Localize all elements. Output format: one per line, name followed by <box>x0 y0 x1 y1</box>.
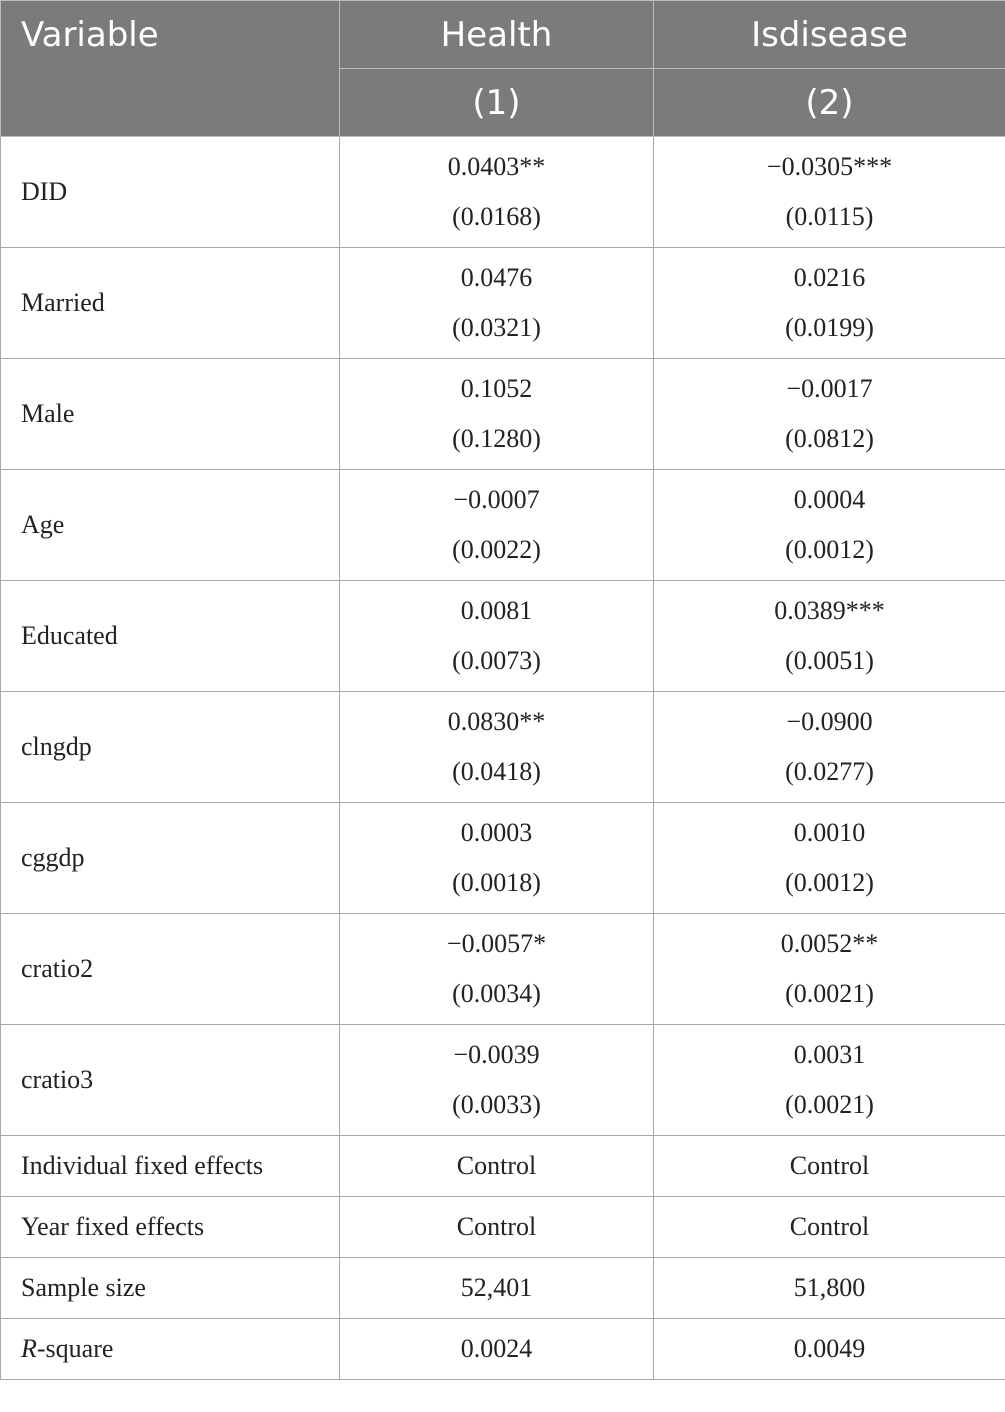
cell-c2: Control <box>654 1197 1005 1258</box>
standard-error: (0.0168) <box>452 202 541 231</box>
row-label: DID <box>1 137 340 248</box>
row-label: cratio2 <box>1 914 340 1025</box>
standard-error: (0.0033) <box>452 1090 541 1119</box>
table-row <box>1 581 1005 692</box>
cell-c2: 0.0049 <box>654 1319 1005 1380</box>
coefficient: 0.0216 <box>793 263 866 292</box>
coefficient: 0.0031 <box>793 1040 866 1069</box>
header-col-2: (2) <box>654 69 1005 137</box>
header-col-1: (1) <box>340 69 654 137</box>
row-label: Sample size <box>1 1258 340 1319</box>
coefficient: 0.0010 <box>793 818 866 847</box>
standard-error: (0.0018) <box>452 868 541 897</box>
table-row <box>1 692 1005 803</box>
coefficient: 0.0830** <box>447 707 546 736</box>
cell-c1 <box>340 803 654 914</box>
row-label: cratio3 <box>1 1025 340 1136</box>
standard-error: (0.0021) <box>785 979 874 1008</box>
standard-error: (0.0012) <box>785 868 874 897</box>
row-label: Age <box>1 470 340 581</box>
cell-c2: Control <box>654 1136 1005 1197</box>
cell-c2 <box>654 470 1005 581</box>
row-label: cggdp <box>1 803 340 914</box>
coefficient: −0.0305*** <box>766 152 893 181</box>
standard-error: (0.0277) <box>785 757 874 786</box>
cell-c1 <box>340 1025 654 1136</box>
rsquare-label-rest: -square <box>36 1334 114 1363</box>
cell-c1 <box>340 914 654 1025</box>
table-row <box>1 248 1005 359</box>
coefficient: 0.0389*** <box>774 596 885 625</box>
table-row <box>1 1197 1005 1258</box>
table-row <box>1 137 1005 248</box>
table-body <box>1 137 1005 1380</box>
standard-error: (0.0073) <box>452 646 541 675</box>
header-variable: Variable <box>1 1 340 137</box>
coefficient: 0.0081 <box>460 596 533 625</box>
cell-c1 <box>340 692 654 803</box>
table-row <box>1 1319 1005 1380</box>
cell-c1: 52,401 <box>340 1258 654 1319</box>
cell-c1 <box>340 470 654 581</box>
row-label: Individual fixed effects <box>1 1136 340 1197</box>
standard-error: (0.0051) <box>785 646 874 675</box>
cell-c1 <box>340 248 654 359</box>
row-label: Year fixed effects <box>1 1197 340 1258</box>
standard-error: (0.0115) <box>785 202 874 231</box>
row-label <box>1 1319 340 1380</box>
cell-c2 <box>654 581 1005 692</box>
standard-error: (0.0199) <box>785 313 874 342</box>
row-label: Male <box>1 359 340 470</box>
cell-c2 <box>654 914 1005 1025</box>
standard-error: (0.0034) <box>452 979 541 1008</box>
header-health: Health <box>340 1 654 69</box>
row-label: clngdp <box>1 692 340 803</box>
coefficient: 0.0003 <box>460 818 533 847</box>
header-isdisease: Isdisease <box>654 1 1005 69</box>
cell-c1 <box>340 359 654 470</box>
table-row <box>1 914 1005 1025</box>
table-row <box>1 803 1005 914</box>
cell-c1 <box>340 137 654 248</box>
cell-c1: 0.0024 <box>340 1319 654 1380</box>
cell-c1: Control <box>340 1197 654 1258</box>
coefficient: −0.0057* <box>446 929 547 958</box>
coefficient: 0.0476 <box>460 263 533 292</box>
table-row <box>1 1136 1005 1197</box>
coefficient: 0.0004 <box>793 485 866 514</box>
table-row <box>1 1258 1005 1319</box>
coefficient: −0.0039 <box>453 1040 540 1069</box>
cell-c2: 51,800 <box>654 1258 1005 1319</box>
cell-c1 <box>340 581 654 692</box>
standard-error: (0.1280) <box>452 424 541 453</box>
table-row <box>1 470 1005 581</box>
standard-error: (0.0022) <box>452 535 541 564</box>
standard-error: (0.0418) <box>452 757 541 786</box>
cell-c2 <box>654 692 1005 803</box>
cell-c2 <box>654 1025 1005 1136</box>
cell-c2 <box>654 803 1005 914</box>
cell-c2 <box>654 137 1005 248</box>
standard-error: (0.0321) <box>452 313 541 342</box>
coefficient: −0.0017 <box>786 374 873 403</box>
cell-c2 <box>654 359 1005 470</box>
table-row <box>1 1025 1005 1136</box>
standard-error: (0.0012) <box>785 535 874 564</box>
cell-c1: Control <box>340 1136 654 1197</box>
row-label: Married <box>1 248 340 359</box>
standard-error: (0.0812) <box>785 424 874 453</box>
table-row <box>1 359 1005 470</box>
coefficient: 0.0403** <box>447 152 546 181</box>
rsquare-label-italic: R <box>21 1334 37 1363</box>
cell-c2 <box>654 248 1005 359</box>
coefficient: −0.0007 <box>453 485 540 514</box>
standard-error: (0.0021) <box>785 1090 874 1119</box>
row-label: Educated <box>1 581 340 692</box>
coefficient: 0.1052 <box>460 374 533 403</box>
coefficient: −0.0900 <box>786 707 873 736</box>
coefficient: 0.0052** <box>780 929 879 958</box>
